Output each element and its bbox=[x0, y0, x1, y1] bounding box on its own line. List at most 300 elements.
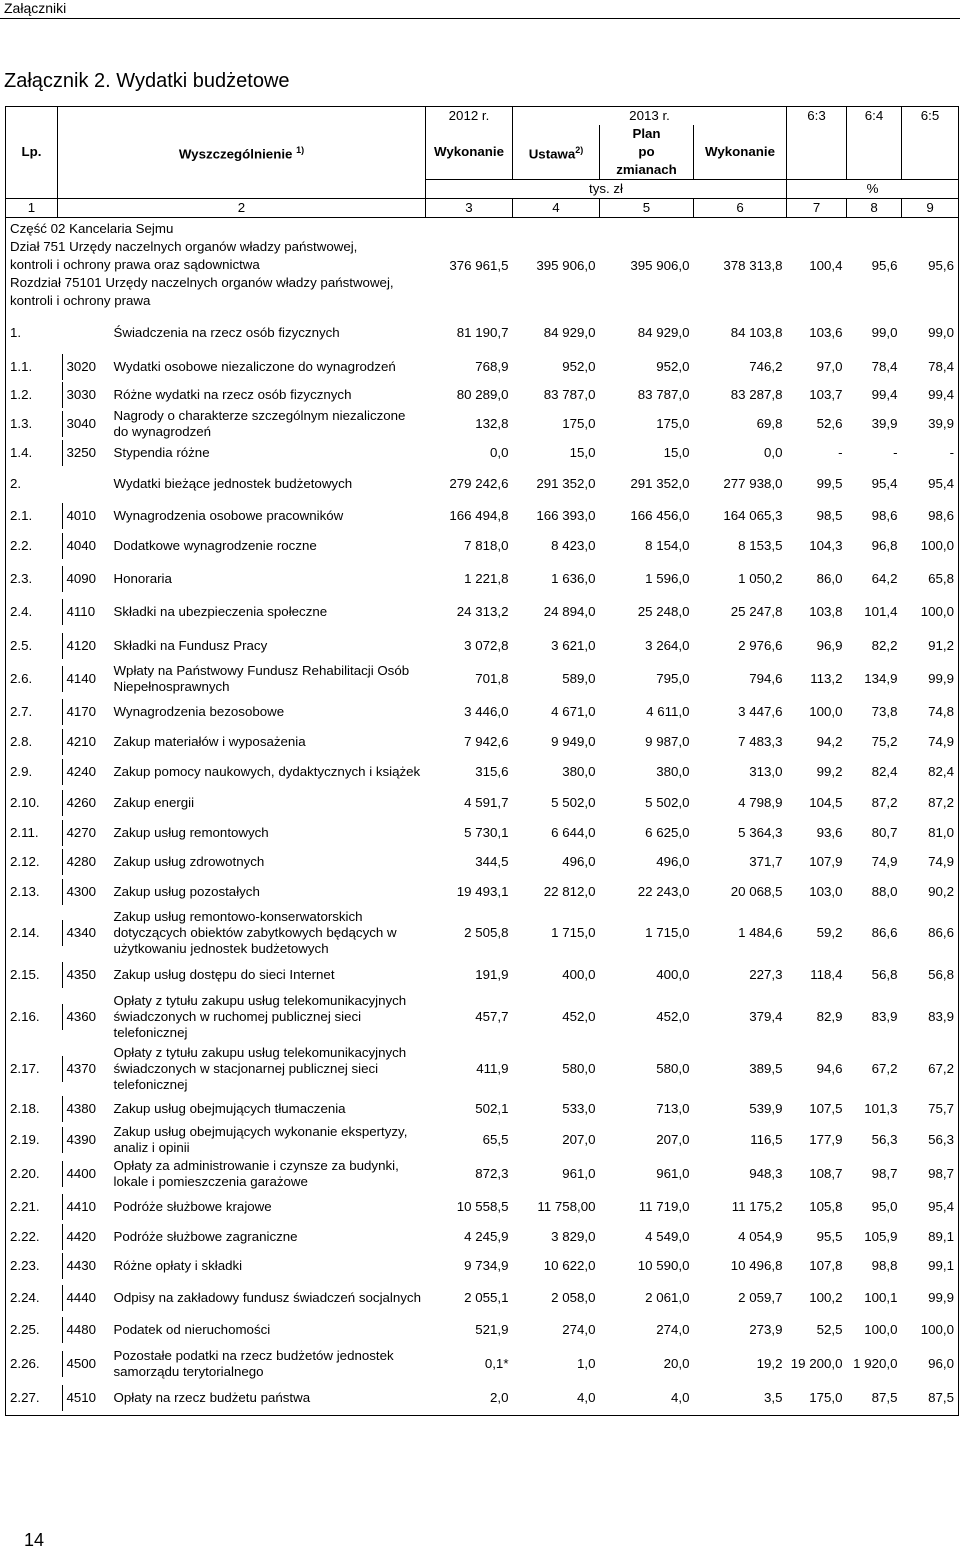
footnote-1-marker: 1) bbox=[296, 145, 305, 156]
row-code: 4420 bbox=[62, 1224, 97, 1250]
row-value-col-9: 98,7 bbox=[902, 1156, 959, 1191]
row-value-col-9: 74,9 bbox=[902, 847, 959, 877]
row-value-col-3: 5 730,1 bbox=[464, 824, 509, 840]
section-czesc: Część 02 Kancelaria Sejmu bbox=[10, 221, 174, 236]
row-name: Wydatki osobowe niezaliczone do wynagrodzeń bbox=[113, 358, 396, 374]
row-value-col-6: 0,0 bbox=[764, 445, 783, 460]
row-code: 4260 bbox=[62, 790, 97, 816]
row-value-col-5: 2 061,0 bbox=[645, 1289, 690, 1305]
row-code: 4410 bbox=[62, 1194, 97, 1220]
row-value-col-3: 0,1* bbox=[484, 1356, 509, 1371]
row-name: Opłaty z tytułu zakupu usług telekomunikacyjnych świadczonych w ruchomej publicznej sieci telefonicznej bbox=[113, 993, 407, 1040]
row-value-col-4: 4 671,0 bbox=[551, 703, 596, 719]
table-row bbox=[6, 1223, 959, 1251]
row-value-col-4: 291 352,0 bbox=[536, 476, 596, 491]
header-wyszczegolnienie bbox=[58, 125, 426, 180]
header-ustawa bbox=[513, 125, 600, 180]
table-row bbox=[6, 756, 959, 788]
row-value-col-8: 100,1 bbox=[864, 1289, 898, 1305]
row-code: 3030 bbox=[62, 382, 97, 408]
row-name: Składki na ubezpieczenia społeczne bbox=[113, 604, 328, 619]
header-plan-line1: Plan bbox=[632, 126, 661, 141]
row-value-col-8: 96,8 bbox=[871, 537, 898, 553]
section-value-9: 95,6 bbox=[902, 218, 959, 315]
row-classification bbox=[58, 440, 110, 466]
row-value-col-9: 100,0 bbox=[902, 1314, 959, 1346]
table-row bbox=[6, 561, 959, 596]
row-value-col-6: 1 484,6 bbox=[738, 925, 783, 940]
row-value-col-3: 19 493,1 bbox=[456, 884, 509, 899]
row-value-col-3: 2 055,1 bbox=[464, 1289, 509, 1305]
row-value-col-7: 107,8 bbox=[809, 1258, 843, 1273]
colnum-7: 7 bbox=[787, 199, 847, 218]
row-value-col-8: 95,0 bbox=[871, 1199, 898, 1214]
row-code: 4210 bbox=[62, 729, 97, 755]
colnum-9: 9 bbox=[902, 199, 959, 218]
row-classification bbox=[58, 663, 110, 695]
row-code: 4390 bbox=[62, 1127, 97, 1153]
row-name: Świadczenia na rzecz osób fizycznych bbox=[113, 324, 340, 340]
section-rozdzial-line2: kontroli i ochrony prawa bbox=[10, 293, 151, 308]
row-code: 4480 bbox=[62, 1317, 97, 1343]
row-value-col-8: 134,9 bbox=[864, 671, 898, 686]
table-row bbox=[6, 1314, 959, 1346]
row-value-col-7: 82,9 bbox=[816, 1009, 843, 1024]
row-value-col-8: 64,2 bbox=[871, 570, 898, 586]
row-value-col-5: 166 456,0 bbox=[630, 508, 690, 523]
row-name: Opłaty na rzecz budżetu państwa bbox=[110, 1382, 426, 1415]
row-classification bbox=[58, 991, 110, 1043]
row-value-col-6: 379,4 bbox=[749, 1009, 783, 1024]
row-value-col-5: 795,0 bbox=[656, 671, 690, 686]
row-lp: 2.27. bbox=[6, 1382, 58, 1415]
colnum-5: 5 bbox=[600, 199, 694, 218]
row-value-col-8: 99,0 bbox=[871, 324, 898, 340]
row-classification bbox=[58, 728, 110, 756]
row-value-col-8: 98,8 bbox=[871, 1258, 898, 1273]
row-code: 4170 bbox=[62, 699, 97, 725]
row-value-col-6: 227,3 bbox=[749, 967, 783, 982]
row-name: Wpłaty na Państwowy Fundusz Rehabilitacji Osób Niepełnosprawnych bbox=[113, 663, 410, 694]
row-lp: 2.24. bbox=[6, 1281, 58, 1314]
row-lp: 2.12. bbox=[6, 847, 58, 877]
row-value-col-3: 768,9 bbox=[475, 358, 509, 374]
row-value-col-4: 8 423,0 bbox=[551, 537, 596, 553]
row-lp: 2.8. bbox=[6, 728, 58, 756]
colnum-1: 1 bbox=[6, 199, 58, 218]
row-classification bbox=[58, 314, 110, 351]
row-value-col-7: 104,3 bbox=[809, 537, 843, 553]
row-name: Honoraria bbox=[113, 570, 172, 586]
row-value-col-9: 96,0 bbox=[902, 1346, 959, 1382]
row-value-col-8: 101,4 bbox=[864, 604, 898, 619]
row-code: 4010 bbox=[62, 503, 97, 529]
row-value-col-5: 496,0 bbox=[656, 854, 690, 869]
row-name: Podatek od nieruchomości bbox=[113, 1322, 271, 1337]
row-lp: 2.2. bbox=[6, 530, 58, 561]
row-value-col-6: 948,3 bbox=[749, 1165, 783, 1181]
row-value-col-4: 11 758,00 bbox=[537, 1199, 596, 1214]
row-value-col-5: 580,0 bbox=[656, 1061, 690, 1076]
row-value-col-6: 10 496,8 bbox=[730, 1258, 783, 1273]
row-value-col-7: 100,2 bbox=[809, 1289, 843, 1305]
row-value-col-8: 101,3 bbox=[864, 1101, 898, 1116]
row-value-col-9: 74,8 bbox=[902, 695, 959, 728]
row-value-col-7: 98,5 bbox=[816, 508, 843, 523]
row-value-col-8: 74,9 bbox=[871, 854, 898, 869]
row-value-col-8: 99,4 bbox=[871, 387, 898, 402]
page-number: 14 bbox=[24, 1530, 45, 1550]
row-value-col-9: 90,2 bbox=[902, 877, 959, 907]
colnum-8: 8 bbox=[847, 199, 902, 218]
row-classification bbox=[58, 959, 110, 991]
row-name: Odpisy na zakładowy fundusz świadczeń socjalnych bbox=[113, 1289, 421, 1305]
row-classification bbox=[58, 877, 110, 907]
row-value-col-3: 315,6 bbox=[475, 764, 509, 779]
row-lp: 2.10. bbox=[6, 788, 58, 818]
row-value-col-9: 81,0 bbox=[902, 818, 959, 847]
row-value-col-7: 175,0 bbox=[787, 1382, 847, 1415]
row-code: 4090 bbox=[62, 566, 97, 592]
row-classification bbox=[58, 530, 110, 561]
table-row bbox=[6, 596, 959, 628]
table-row bbox=[6, 1281, 959, 1314]
row-value-col-5: 380,0 bbox=[656, 764, 690, 779]
row-value-col-5: 4 549,0 bbox=[645, 1229, 690, 1244]
row-lp: 2.17. bbox=[6, 1043, 58, 1095]
row-lp: 2.21. bbox=[6, 1191, 58, 1223]
row-value-col-6: 5 364,3 bbox=[738, 824, 783, 840]
row-lp: 1.1. bbox=[6, 351, 58, 382]
column-number-row bbox=[6, 199, 959, 218]
row-name: Wynagrodzenia osobowe pracowników bbox=[113, 508, 344, 523]
table-row bbox=[6, 847, 959, 877]
row-code: 4350 bbox=[62, 962, 97, 988]
row-value-col-7: 103,0 bbox=[809, 884, 843, 899]
header-wyszczegolnienie-label: Wyszczególnienie bbox=[178, 146, 293, 162]
row-name: Opłaty za administrowanie i czynsze za budynki, lokale i pomieszczenia garażowe bbox=[113, 1157, 399, 1189]
row-value-col-3: 65,5 bbox=[482, 1131, 509, 1147]
row-value-col-6: 4 798,9 bbox=[738, 795, 783, 810]
row-value-col-3: 3 072,8 bbox=[464, 637, 509, 653]
row-value-col-6: 313,0 bbox=[749, 764, 783, 779]
row-lp: 1.3. bbox=[6, 408, 58, 440]
row-value-col-7: - bbox=[838, 445, 843, 460]
row-value-col-7: 52,6 bbox=[816, 416, 843, 431]
row-value-col-5: 10 590,0 bbox=[637, 1258, 690, 1273]
row-classification bbox=[58, 695, 110, 728]
running-head: Załączniki bbox=[4, 0, 67, 16]
table-row bbox=[6, 1123, 959, 1156]
row-value-col-6: 8 153,5 bbox=[738, 537, 783, 553]
header-year-2013: 2013 r. bbox=[513, 107, 787, 126]
row-value-col-5: 5 502,0 bbox=[645, 795, 690, 810]
row-code: 4300 bbox=[62, 879, 97, 905]
row-value-col-4: 952,0 bbox=[562, 358, 596, 374]
row-value-col-8: 98,6 bbox=[871, 508, 898, 523]
row-value-col-3: 166 494,8 bbox=[449, 508, 509, 523]
row-value-col-7: 19 200,0 bbox=[790, 1356, 843, 1371]
row-value-col-9: 100,0 bbox=[902, 596, 959, 628]
section-value-3: 376 961,5 bbox=[426, 218, 513, 315]
table-row bbox=[6, 959, 959, 991]
row-value-col-7: 52,5 bbox=[816, 1322, 843, 1337]
row-value-col-6: 273,9 bbox=[749, 1322, 783, 1337]
row-lp: 2.3. bbox=[6, 561, 58, 596]
table-row bbox=[6, 1346, 959, 1382]
row-value-col-7: 118,4 bbox=[810, 967, 843, 982]
row-value-col-5: 84 929,0 bbox=[637, 324, 690, 340]
row-value-col-5: 20,0 bbox=[663, 1356, 690, 1371]
row-value-col-4: 961,0 bbox=[562, 1165, 596, 1181]
row-name: Dodatkowe wynagrodzenie roczne bbox=[113, 537, 317, 553]
row-value-col-8: 100,0 bbox=[864, 1322, 898, 1337]
row-value-col-9: 99,4 bbox=[902, 382, 959, 408]
row-value-col-5: 452,0 bbox=[656, 1009, 690, 1024]
row-lp: 2.16. bbox=[6, 991, 58, 1043]
row-value-col-8: 78,4 bbox=[871, 358, 898, 374]
row-value-col-8: 73,8 bbox=[871, 703, 898, 719]
table-row bbox=[6, 1156, 959, 1191]
row-value-col-7: 177,9 bbox=[809, 1131, 843, 1147]
table-row bbox=[6, 530, 959, 561]
header-unit: tys. zł bbox=[426, 180, 787, 199]
row-value-col-9: 56,3 bbox=[902, 1123, 959, 1156]
table-row bbox=[6, 818, 959, 847]
row-value-col-5: 1 715,0 bbox=[645, 925, 690, 940]
table-row bbox=[6, 1382, 959, 1415]
table-row bbox=[6, 1251, 959, 1281]
row-value-col-9: 89,1 bbox=[902, 1223, 959, 1251]
row-value-col-5: 25 248,0 bbox=[637, 604, 690, 619]
row-classification bbox=[58, 847, 110, 877]
row-name: Wynagrodzenia bezosobowe bbox=[113, 703, 285, 719]
row-value-col-3: 344,5 bbox=[475, 854, 509, 869]
section-value-5: 395 906,0 bbox=[600, 218, 694, 315]
row-value-col-8: 75,2 bbox=[871, 734, 898, 749]
row-value-col-7: 94,6 bbox=[816, 1061, 843, 1076]
row-lp: 2.4. bbox=[6, 596, 58, 628]
row-name: Zakup usług dostępu do sieci Internet bbox=[113, 967, 335, 982]
row-code: 4280 bbox=[62, 849, 97, 875]
table-row bbox=[6, 877, 959, 907]
row-code: 4370 bbox=[62, 1056, 97, 1082]
row-value-col-8: 86,6 bbox=[871, 925, 898, 940]
row-value-col-6: 116,5 bbox=[750, 1131, 783, 1147]
row-value-col-8: 98,7 bbox=[871, 1165, 898, 1181]
row-name: Zakup usług remontowych bbox=[113, 824, 269, 840]
row-name: Różne wydatki na rzecz osób fizycznych bbox=[113, 387, 352, 402]
row-classification bbox=[58, 561, 110, 596]
row-name: Zakup pomocy naukowych, dydaktycznych i książek bbox=[113, 764, 421, 779]
row-name: Podróże służbowe zagraniczne bbox=[113, 1229, 298, 1244]
row-classification bbox=[58, 1346, 110, 1382]
row-value-col-9: 83,9 bbox=[902, 991, 959, 1043]
table-row bbox=[6, 440, 959, 466]
row-value-col-4: 533,0 bbox=[562, 1101, 596, 1116]
footnote-2-marker: 2) bbox=[575, 144, 584, 155]
row-value-col-8: 95,4 bbox=[871, 476, 898, 491]
row-value-col-7: 103,6 bbox=[809, 324, 843, 340]
row-value-col-6: 746,2 bbox=[749, 358, 783, 374]
row-value-col-5: 291 352,0 bbox=[630, 476, 690, 491]
row-value-col-9: 78,4 bbox=[902, 351, 959, 382]
row-code: 4040 bbox=[62, 533, 97, 559]
row-value-col-3: 411,9 bbox=[476, 1061, 509, 1076]
row-value-col-3: 10 558,5 bbox=[456, 1199, 509, 1214]
section-value-4: 395 906,0 bbox=[513, 218, 600, 315]
row-lp: 1. bbox=[6, 314, 58, 351]
colnum-3: 3 bbox=[426, 199, 513, 218]
row-value-col-3: 1 221,8 bbox=[464, 570, 509, 586]
row-name: Różne opłaty i składki bbox=[113, 1258, 243, 1273]
row-value-col-9: 100,0 bbox=[902, 530, 959, 561]
table-row bbox=[6, 663, 959, 695]
row-value-col-4: 400,0 bbox=[562, 967, 596, 982]
row-value-col-3: 9 734,9 bbox=[464, 1258, 509, 1273]
row-value-col-9: 99,9 bbox=[902, 663, 959, 695]
row-value-col-6: 25 247,8 bbox=[730, 604, 783, 619]
row-value-col-9: 87,5 bbox=[902, 1382, 959, 1415]
row-value-col-7: 93,6 bbox=[816, 824, 843, 840]
row-value-col-4: 580,0 bbox=[562, 1061, 596, 1076]
row-lp: 2.13. bbox=[6, 877, 58, 907]
row-value-col-4: 452,0 bbox=[562, 1009, 596, 1024]
row-code: 4120 bbox=[62, 633, 97, 659]
row-value-col-7: 105,8 bbox=[809, 1199, 843, 1214]
row-value-col-3: 279 242,6 bbox=[449, 476, 509, 491]
row-value-col-9: 56,8 bbox=[902, 959, 959, 991]
section-row bbox=[6, 218, 959, 315]
row-lp: 2.26. bbox=[6, 1346, 58, 1382]
row-value-col-9: 99,9 bbox=[902, 1281, 959, 1314]
row-code: 3040 bbox=[62, 411, 97, 437]
row-code: 4380 bbox=[62, 1096, 97, 1122]
row-classification bbox=[58, 907, 110, 959]
row-value-col-8: 83,9 bbox=[871, 1009, 898, 1024]
row-lp: 2.25. bbox=[6, 1314, 58, 1346]
row-value-col-3: 191,9 bbox=[475, 967, 509, 982]
row-classification bbox=[58, 351, 110, 382]
row-value-col-6: 69,8 bbox=[756, 416, 783, 431]
row-name: Zakup usług zdrowotnych bbox=[113, 854, 265, 869]
row-value-col-6: 83 287,8 bbox=[730, 387, 783, 402]
row-value-col-8: 56,8 bbox=[871, 967, 898, 982]
row-name: Zakup energii bbox=[113, 795, 195, 810]
row-value-col-8: 82,4 bbox=[871, 764, 898, 779]
row-lp: 2.18. bbox=[6, 1095, 58, 1123]
section-dzial-line2: kontroli i ochrony prawa oraz sądownictwa bbox=[10, 257, 260, 272]
row-name: Stypendia różne bbox=[113, 445, 210, 460]
row-code: 4430 bbox=[62, 1253, 97, 1279]
table-row bbox=[6, 382, 959, 408]
row-value-col-6: 1 050,2 bbox=[738, 570, 783, 586]
row-classification bbox=[58, 818, 110, 847]
row-classification bbox=[58, 1281, 110, 1314]
table-row bbox=[6, 628, 959, 663]
row-code: 4270 bbox=[62, 820, 97, 846]
section-value-6: 378 313,8 bbox=[694, 218, 787, 315]
row-value-col-5: 207,0 bbox=[656, 1131, 690, 1147]
row-value-col-8: 56,3 bbox=[871, 1131, 898, 1147]
row-value-col-7: 86,0 bbox=[816, 570, 843, 586]
row-value-col-5: 15,0 bbox=[663, 445, 690, 460]
row-value-col-4: 6 644,0 bbox=[551, 824, 596, 840]
colnum-4: 4 bbox=[513, 199, 600, 218]
row-value-col-3: 2,0 bbox=[426, 1382, 513, 1415]
row-lp: 2.7. bbox=[6, 695, 58, 728]
row-value-col-4: 175,0 bbox=[562, 416, 596, 431]
row-classification bbox=[58, 756, 110, 788]
row-lp: 2.15. bbox=[6, 959, 58, 991]
row-value-col-5: 175,0 bbox=[656, 416, 690, 431]
row-value-col-6: 371,7 bbox=[749, 854, 783, 869]
row-classification bbox=[58, 1382, 110, 1415]
row-value-col-7: 95,5 bbox=[816, 1229, 843, 1244]
colnum-6: 6 bbox=[694, 199, 787, 218]
header-plan-line2: po bbox=[638, 144, 655, 159]
row-classification bbox=[58, 1156, 110, 1191]
row-value-col-4: 10 622,0 bbox=[543, 1258, 596, 1273]
colnum-2: 2 bbox=[58, 199, 426, 218]
section-value-8: 95,6 bbox=[847, 218, 902, 315]
row-value-col-3: 502,1 bbox=[475, 1101, 509, 1116]
table-row bbox=[6, 1191, 959, 1223]
section-dzial-line1: Dział 751 Urzędy naczelnych organów władzy państwowej, bbox=[10, 239, 358, 254]
row-classification bbox=[58, 1251, 110, 1281]
row-value-col-6: 4 054,9 bbox=[738, 1229, 783, 1244]
row-classification bbox=[58, 1191, 110, 1223]
row-classification bbox=[58, 596, 110, 628]
row-value-col-6: 20 068,5 bbox=[730, 884, 783, 899]
header-wykonanie-2012: Wykonanie bbox=[426, 125, 513, 180]
row-value-col-7: 94,2 bbox=[816, 734, 843, 749]
row-value-col-4: 496,0 bbox=[562, 854, 596, 869]
row-code: 3250 bbox=[62, 440, 97, 466]
header-rule bbox=[0, 18, 960, 19]
table-header bbox=[6, 107, 959, 218]
row-value-col-4: 3 621,0 bbox=[551, 637, 596, 653]
row-value-col-6: 3 447,6 bbox=[738, 703, 783, 719]
table-row bbox=[6, 695, 959, 728]
header-wykonanie-2013: Wykonanie bbox=[694, 125, 787, 180]
row-lp: 2.5. bbox=[6, 628, 58, 663]
row-value-col-5: 22 243,0 bbox=[637, 884, 690, 899]
row-name: Nagrody o charakterze szczególnym niezaliczone do wynagrodzeń bbox=[113, 408, 406, 439]
row-name: Zakup usług obejmujących wykonanie ekspertyzy, analiz i opinii bbox=[113, 1123, 408, 1155]
row-value-col-3: 80 289,0 bbox=[456, 387, 509, 402]
row-name: Zakup usług pozostałych bbox=[113, 884, 260, 899]
row-value-col-4: 22 812,0 bbox=[543, 884, 596, 899]
row-value-col-4: 207,0 bbox=[562, 1131, 596, 1147]
row-value-col-7: 107,9 bbox=[809, 854, 843, 869]
row-name: Opłaty z tytułu zakupu usług telekomunikacyjnych świadczonych w stacjonarnej publicznej sieci telefonicznej bbox=[113, 1045, 407, 1092]
row-value-col-3: 7 818,0 bbox=[464, 537, 509, 553]
row-lp: 2.1. bbox=[6, 502, 58, 530]
header-ratio-6-5: 6:5 bbox=[902, 107, 959, 126]
row-value-col-4: 9 949,0 bbox=[551, 734, 596, 749]
row-classification bbox=[58, 466, 110, 502]
row-value-col-6: 19,2 bbox=[756, 1356, 783, 1371]
row-value-col-4: 24 894,0 bbox=[543, 604, 596, 619]
row-name: Zakup usług remontowo-konserwatorskich dotyczących obiektów zabytkowych będących w użytkowaniu jednostek budżetowych bbox=[113, 909, 397, 956]
row-value-col-7: 103,7 bbox=[809, 387, 843, 402]
row-lp: 2.20. bbox=[6, 1156, 58, 1191]
header-ratio-6-3: 6:3 bbox=[787, 107, 847, 126]
header-ratio-6-4: 6:4 bbox=[847, 107, 902, 126]
row-value-col-9: 74,9 bbox=[902, 728, 959, 756]
row-value-col-4: 166 393,0 bbox=[536, 508, 596, 523]
